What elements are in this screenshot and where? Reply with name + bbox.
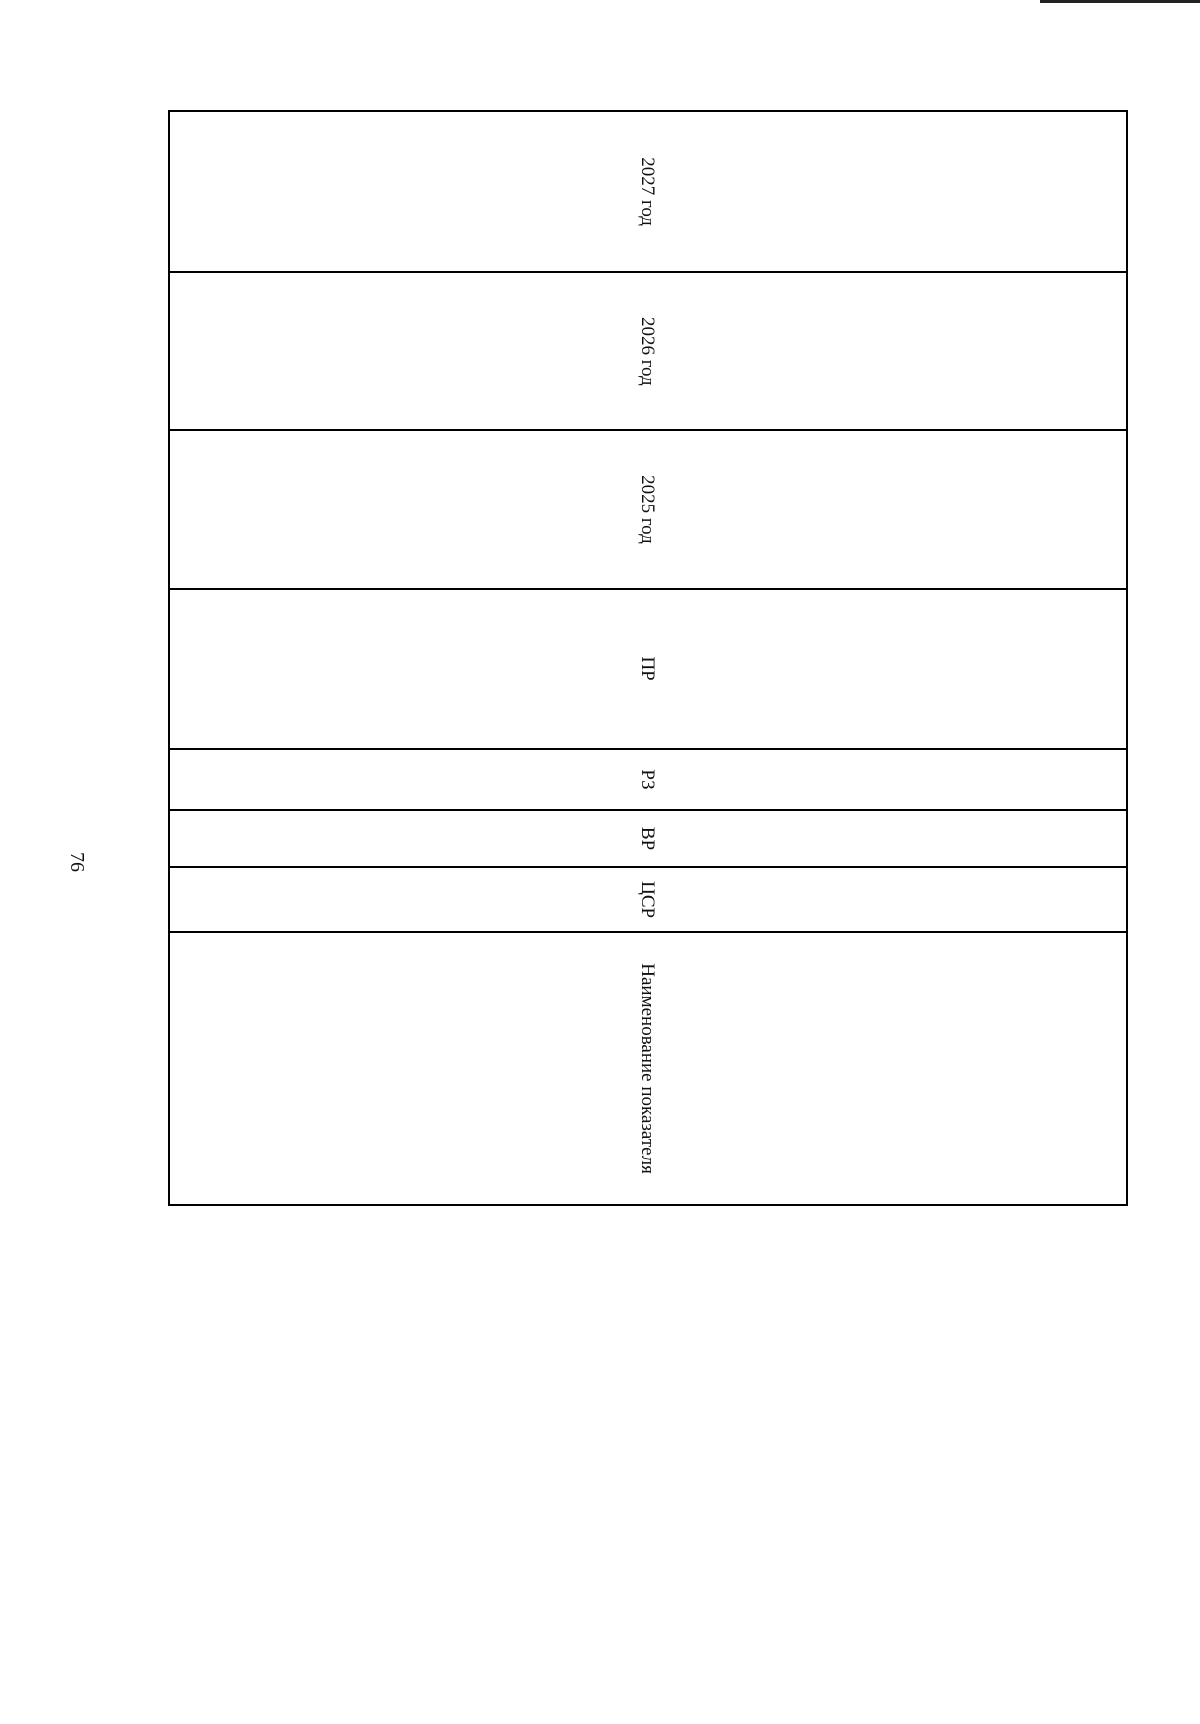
header-csr: ЦСР	[169, 867, 1127, 933]
header-vr: ВР	[169, 810, 1127, 866]
table-header-row	[169, 111, 1127, 1636]
header-2026: 2026 год	[169, 272, 1127, 430]
scan-edge-line	[1040, 0, 1200, 3]
page-number: 76	[66, 852, 88, 872]
rotated-table-container	[168, 110, 1128, 1636]
header-name: Наименование показателя	[169, 932, 1127, 1204]
budget-table	[168, 110, 1128, 1636]
header-pr: ПР	[169, 589, 1127, 749]
header-2025: 2025 год	[169, 430, 1127, 588]
header-rz: РЗ	[169, 749, 1127, 811]
header-2027: 2027 год	[169, 111, 1127, 272]
